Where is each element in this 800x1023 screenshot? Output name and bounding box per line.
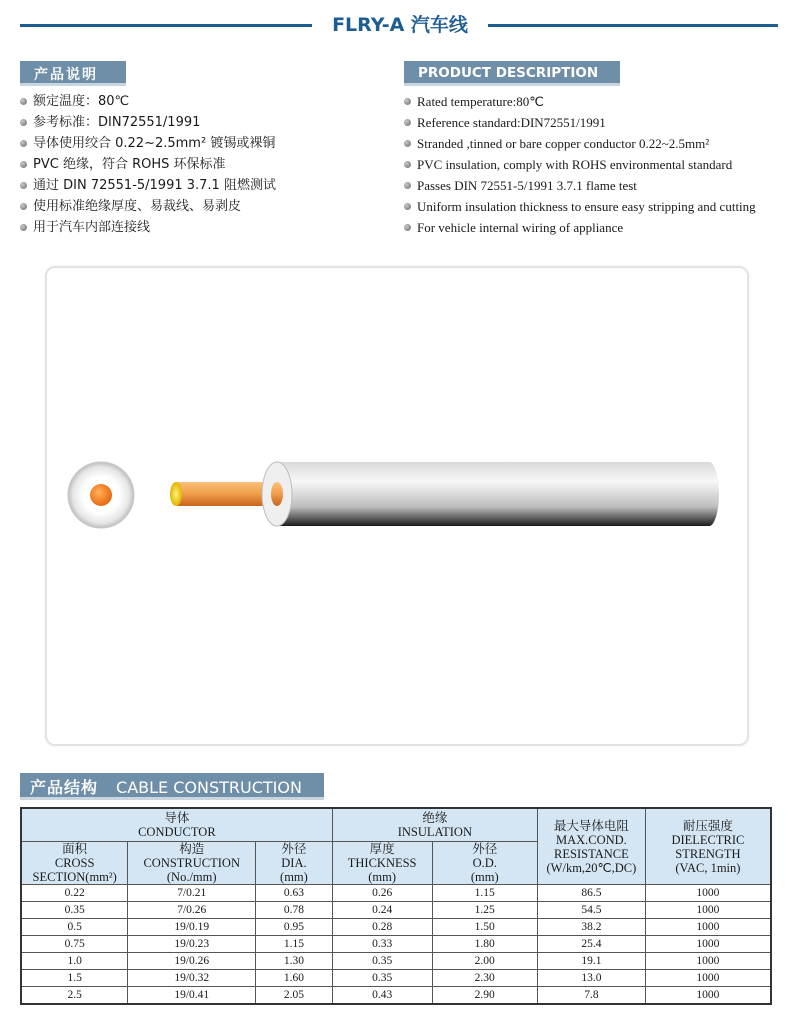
list-item: 参考标准：DIN72551/1991 <box>20 112 276 133</box>
cell: 19/0.41 <box>128 987 256 1005</box>
cell: 19/0.19 <box>128 919 256 936</box>
cell: 19/0.26 <box>128 953 256 970</box>
list-item: Passes DIN 72551-5/1991 3.7.1 flame test <box>404 175 756 196</box>
cell: 7/0.26 <box>128 902 256 919</box>
table-row <box>21 953 771 970</box>
cell: 1000 <box>645 936 771 953</box>
cell: 0.63 <box>256 885 333 902</box>
resistance-header-en3: (W/km,20℃,DC) <box>546 860 637 875</box>
sheath-core <box>271 482 283 506</box>
list-item: PVC insulation, comply with ROHS environmental standard <box>404 154 756 175</box>
table-row <box>21 902 771 919</box>
cell: 1.30 <box>256 953 333 970</box>
diameter-header-cn: 外径 <box>281 841 307 856</box>
list-item: 使用标准绝缘厚度、易裁线、易剥皮 <box>20 196 276 217</box>
conductor-header <box>21 808 332 842</box>
dielectric-header-en1: DIELECTRIC <box>671 832 745 847</box>
cross-section-header-cn: 面积 <box>62 841 88 856</box>
cross-section-header-en2: SECTION(mm²) <box>32 870 117 884</box>
cross-section-header-en1: CROSS <box>54 856 95 870</box>
cell: 1000 <box>645 987 771 1005</box>
construction-header-en1: CONSTRUCTION <box>143 856 240 870</box>
cell: 0.28 <box>332 919 432 936</box>
table-row <box>21 885 771 902</box>
construction-header <box>128 842 256 885</box>
cell: 54.5 <box>537 902 645 919</box>
list-item: 用于汽车内部连接线 <box>20 217 276 238</box>
thickness-header <box>332 842 432 885</box>
table-row <box>21 936 771 953</box>
cell: 1.15 <box>256 936 333 953</box>
table-row <box>21 919 771 936</box>
cell: 1.5 <box>21 970 128 987</box>
list-item: 导体使用绞合 0.22~2.5mm² 镀锡或裸铜 <box>20 133 276 154</box>
outer-diameter-header-cn: 外径 <box>472 841 498 856</box>
construction-header-cn: 构造 <box>179 841 205 856</box>
cell: 86.5 <box>537 885 645 902</box>
list-item: Uniform insulation thickness to ensure easy stripping and cutting <box>404 196 756 217</box>
cell: 0.35 <box>332 970 432 987</box>
construction-heading <box>20 773 324 800</box>
cell: 1000 <box>645 902 771 919</box>
cell: 2.05 <box>256 987 333 1005</box>
outer-diameter-header-en2: (mm) <box>470 870 499 884</box>
description-en-heading: PRODUCT DESCRIPTION <box>404 61 620 86</box>
list-item: PVC 绝缘，符合 ROHS 环保标准 <box>20 154 276 175</box>
cell: 1.50 <box>432 919 537 936</box>
description-en-list <box>404 91 756 238</box>
cell: 1000 <box>645 970 771 987</box>
cross-section-header <box>21 842 128 885</box>
diameter-header-en1: DIA. <box>281 856 307 870</box>
list-item: 通过 DIN 72551-5/1991 3.7.1 阻燃测试 <box>20 175 276 196</box>
cell: 0.78 <box>256 902 333 919</box>
cell: 25.4 <box>537 936 645 953</box>
diameter-header-en2: (mm) <box>280 870 308 884</box>
page-title: FLRY-A 汽车线 <box>332 14 468 36</box>
cell: 2.90 <box>432 987 537 1005</box>
thickness-header-en1: THICKNESS <box>347 856 417 870</box>
cell: 19/0.32 <box>128 970 256 987</box>
list-item: Stranded ,tinned or bare copper conductor 0.22~2.5mm² <box>404 133 756 154</box>
cell: 1.25 <box>432 902 537 919</box>
cell: 1.0 <box>21 953 128 970</box>
list-item: 额定温度：80℃ <box>20 91 276 112</box>
cell: 0.33 <box>332 936 432 953</box>
cross-section-conductor <box>90 484 112 506</box>
dielectric-header-en2: STRENGTH <box>675 846 741 861</box>
diameter-header <box>256 842 333 885</box>
cell: 0.75 <box>21 936 128 953</box>
cell: 0.5 <box>21 919 128 936</box>
cell: 1000 <box>645 953 771 970</box>
cell: 1000 <box>645 885 771 902</box>
list-item: For vehicle internal wiring of appliance <box>404 217 756 238</box>
cell: 19.1 <box>537 953 645 970</box>
cell: 0.95 <box>256 919 333 936</box>
cell: 7.8 <box>537 987 645 1005</box>
construction-heading-cn: 产品结构 <box>30 778 99 797</box>
dielectric-header-en3: (VAC, 1min) <box>675 860 741 875</box>
cell: 0.26 <box>332 885 432 902</box>
resistance-header-en2: RESISTANCE <box>554 846 629 861</box>
dielectric-header <box>645 808 771 885</box>
cell: 0.24 <box>332 902 432 919</box>
construction-header-en2: (No./mm) <box>166 870 217 884</box>
cell: 2.5 <box>21 987 128 1005</box>
cell: 19/0.23 <box>128 936 256 953</box>
thickness-header-cn: 厚度 <box>369 841 395 856</box>
cell: 1000 <box>645 919 771 936</box>
table-row <box>21 987 771 1005</box>
resistance-header-en1: MAX.COND. <box>555 832 627 847</box>
description-cn-heading: 产品说明 <box>20 61 126 86</box>
title-rule-left <box>20 24 312 27</box>
table-row <box>21 970 771 987</box>
thickness-header-en2: (mm) <box>368 870 397 884</box>
cell: 2.00 <box>432 953 537 970</box>
insulation-header-en: INSULATION <box>397 825 472 839</box>
cell: 38.2 <box>537 919 645 936</box>
insulation-header <box>332 808 537 842</box>
list-item: Rated temperature:80℃ <box>404 91 756 112</box>
cell: 2.30 <box>432 970 537 987</box>
cable-construction-table <box>20 807 772 1005</box>
cell: 1.15 <box>432 885 537 902</box>
cell: 0.35 <box>332 953 432 970</box>
cell: 1.80 <box>432 936 537 953</box>
conductor-tip <box>170 482 182 506</box>
outer-diameter-header-en1: O.D. <box>472 856 497 870</box>
outer-diameter-header <box>432 842 537 885</box>
cable-illustration <box>47 268 747 744</box>
conductor-header-en: CONDUCTOR <box>138 825 216 839</box>
cell: 0.35 <box>21 902 128 919</box>
cell: 0.22 <box>21 885 128 902</box>
title-rule-right <box>488 24 778 27</box>
insulation-sheath <box>277 462 719 526</box>
list-item: Reference standard:DIN72551/1991 <box>404 112 756 133</box>
construction-heading-en: CABLE CONSTRUCTION <box>116 778 302 797</box>
cell: 1.60 <box>256 970 333 987</box>
cell: 7/0.21 <box>128 885 256 902</box>
cell: 0.43 <box>332 987 432 1005</box>
dielectric-header-cn: 耐压强度 <box>682 817 733 833</box>
insulation-header-cn: 绝缘 <box>422 810 448 825</box>
cable-image-panel <box>45 266 749 746</box>
cell: 13.0 <box>537 970 645 987</box>
resistance-header <box>537 808 645 885</box>
conductor-header-cn: 导体 <box>164 810 190 825</box>
resistance-header-cn: 最大导体电阻 <box>553 817 629 833</box>
description-cn-list <box>20 91 276 238</box>
